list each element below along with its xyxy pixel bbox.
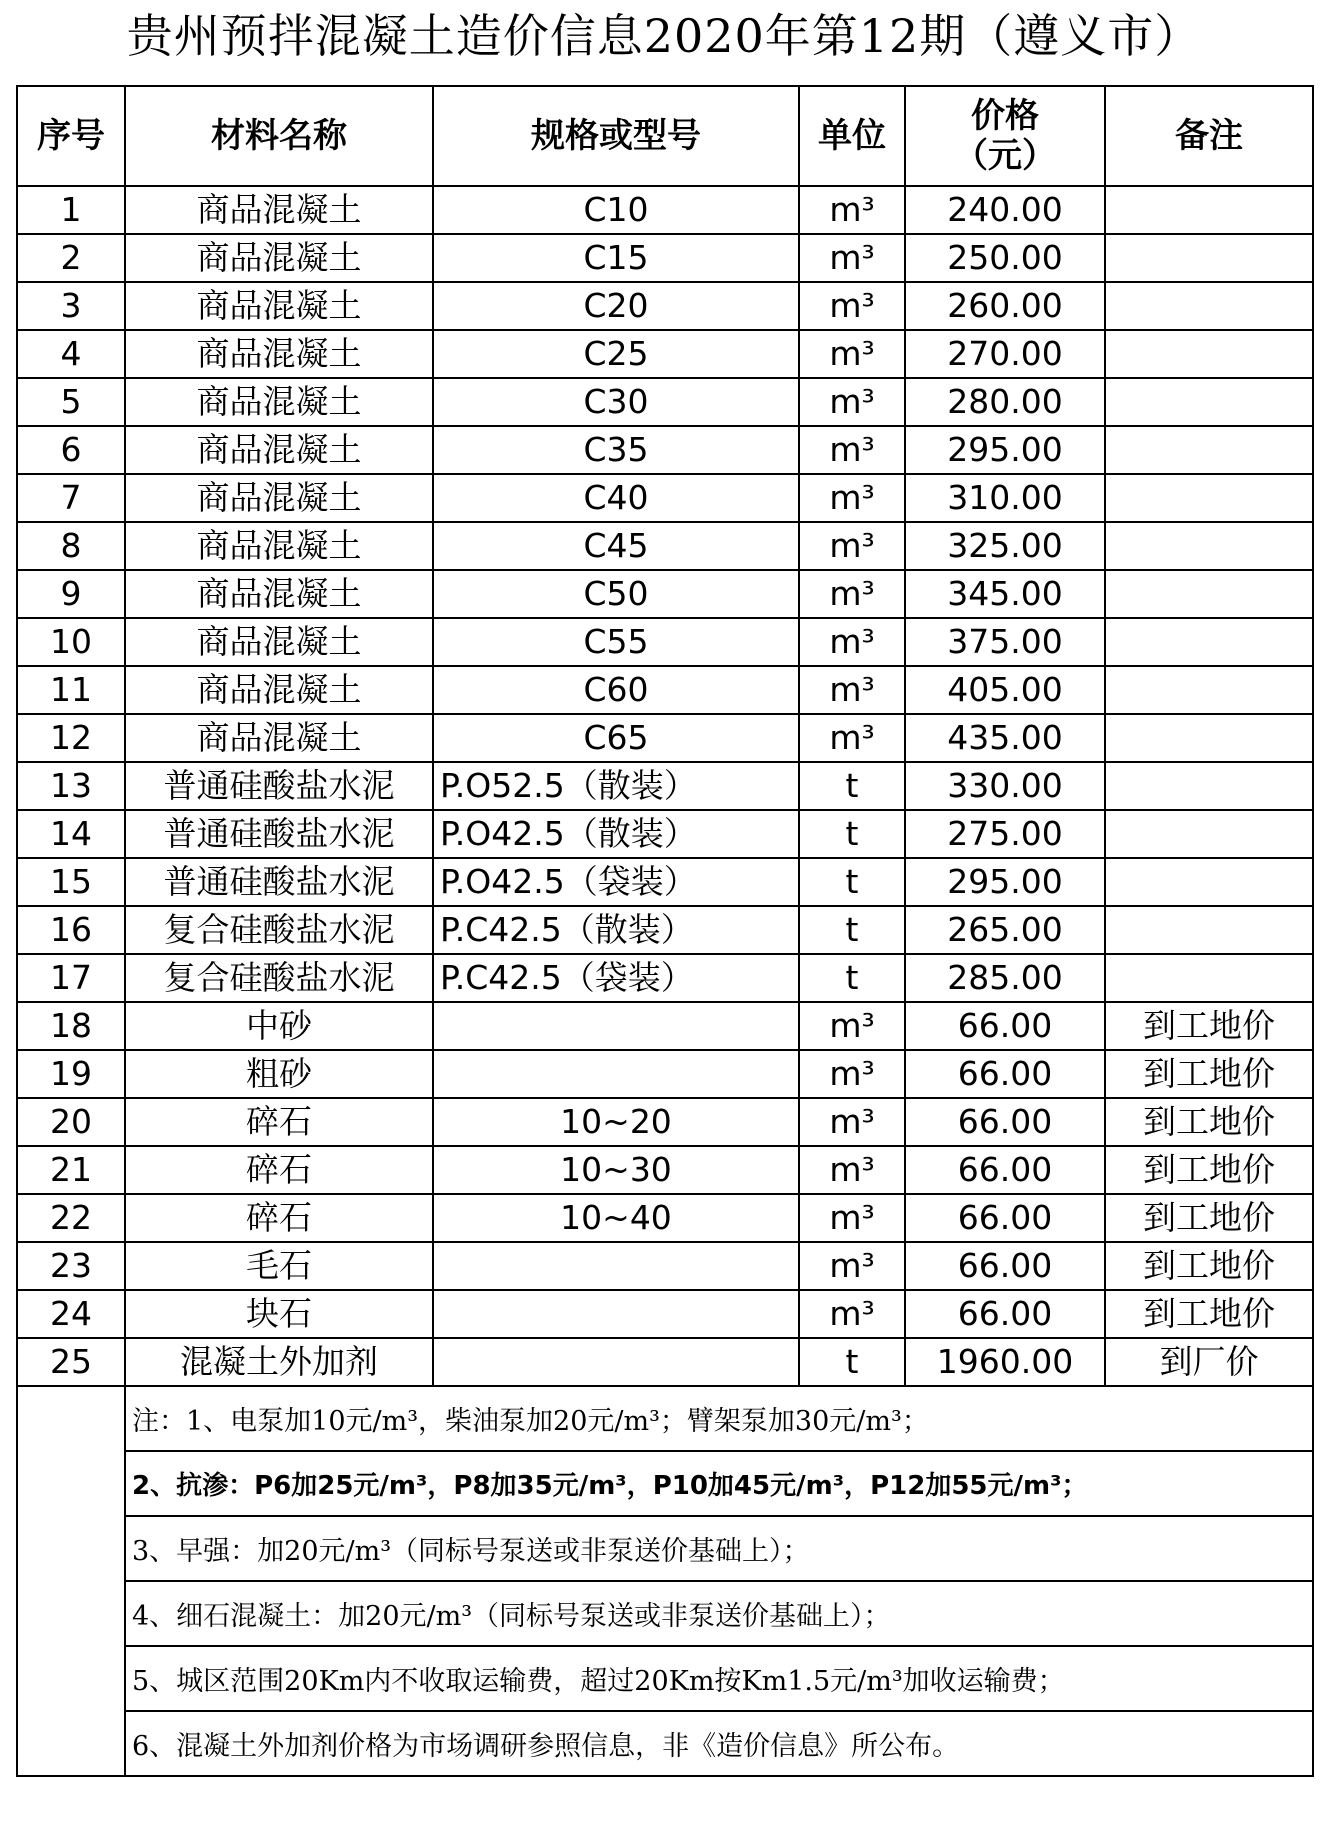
cell-price: 66.00 xyxy=(905,1050,1105,1098)
header-spec: 规格或型号 xyxy=(433,86,799,186)
cell-remark xyxy=(1105,330,1313,378)
cell-name: 商品混凝土 xyxy=(125,666,433,714)
cell-seq: 19 xyxy=(17,1050,125,1098)
header-price-line2: （元） xyxy=(954,136,1056,176)
header-price xyxy=(905,86,1105,186)
cell-remark xyxy=(1105,810,1313,858)
cell-seq: 2 xyxy=(17,234,125,282)
cell-unit: m³ xyxy=(799,426,905,474)
notes-section xyxy=(17,1386,1313,1776)
table-row xyxy=(17,378,1313,426)
cell-remark xyxy=(1105,522,1313,570)
cell-spec: C10 xyxy=(433,186,799,234)
cell-name: 块石 xyxy=(125,1290,433,1338)
cell-spec: C40 xyxy=(433,474,799,522)
price-table xyxy=(16,85,1314,1777)
note-text: 5、城区范围20Km内不收取运输费，超过20Km按Km1.5元/m³加收运输费； xyxy=(125,1646,1313,1711)
cell-unit: t xyxy=(799,858,905,906)
cell-unit: m³ xyxy=(799,186,905,234)
table-row xyxy=(17,1002,1313,1050)
cell-remark xyxy=(1105,906,1313,954)
table-row xyxy=(17,1050,1313,1098)
table-row xyxy=(17,954,1313,1002)
cell-seq: 20 xyxy=(17,1098,125,1146)
cell-spec: P.C42.5（散装） xyxy=(433,906,799,954)
page-title: 贵州预拌混凝土造价信息2020年第12期（遵义市） xyxy=(126,9,1202,63)
cell-price: 265.00 xyxy=(905,906,1105,954)
cell-seq: 25 xyxy=(17,1338,125,1386)
cell-price: 270.00 xyxy=(905,330,1105,378)
cell-name: 毛石 xyxy=(125,1242,433,1290)
table-row xyxy=(17,762,1313,810)
cell-name: 碎石 xyxy=(125,1194,433,1242)
note-row xyxy=(17,1516,1313,1581)
cell-seq: 1 xyxy=(17,186,125,234)
cell-seq: 9 xyxy=(17,570,125,618)
cell-seq: 23 xyxy=(17,1242,125,1290)
cell-spec: C35 xyxy=(433,426,799,474)
cell-unit: m³ xyxy=(799,474,905,522)
cell-remark xyxy=(1105,234,1313,282)
note-text: 2、抗渗：P6加25元/m³，P8加35元/m³，P10加45元/m³，P12加55元/m³； xyxy=(125,1451,1313,1516)
cell-seq: 10 xyxy=(17,618,125,666)
table-row xyxy=(17,186,1313,234)
cell-name: 商品混凝土 xyxy=(125,234,433,282)
cell-spec: P.O52.5（散装） xyxy=(433,762,799,810)
cell-price: 280.00 xyxy=(905,378,1105,426)
cell-unit: m³ xyxy=(799,378,905,426)
cell-seq: 5 xyxy=(17,378,125,426)
cell-remark: 到工地价 xyxy=(1105,1146,1313,1194)
table-row xyxy=(17,282,1313,330)
cell-name: 碎石 xyxy=(125,1146,433,1194)
table-row xyxy=(17,714,1313,762)
notes-blank-cell xyxy=(17,1386,125,1776)
cell-unit: m³ xyxy=(799,1002,905,1050)
cell-price: 1960.00 xyxy=(905,1338,1105,1386)
cell-unit: m³ xyxy=(799,1290,905,1338)
note-row xyxy=(17,1386,1313,1451)
cell-name: 商品混凝土 xyxy=(125,426,433,474)
note-row xyxy=(17,1451,1313,1516)
cell-name: 复合硅酸盐水泥 xyxy=(125,954,433,1002)
cell-remark: 到工地价 xyxy=(1105,1050,1313,1098)
cell-seq: 4 xyxy=(17,330,125,378)
cell-price: 66.00 xyxy=(905,1290,1105,1338)
cell-price: 375.00 xyxy=(905,618,1105,666)
cell-name: 商品混凝土 xyxy=(125,474,433,522)
table-row xyxy=(17,330,1313,378)
cell-remark xyxy=(1105,378,1313,426)
cell-unit: m³ xyxy=(799,522,905,570)
table-row xyxy=(17,570,1313,618)
table-row xyxy=(17,1338,1313,1386)
cell-name: 商品混凝土 xyxy=(125,714,433,762)
cell-unit: t xyxy=(799,762,905,810)
cell-spec xyxy=(433,1242,799,1290)
cell-unit: m³ xyxy=(799,618,905,666)
table-row xyxy=(17,858,1313,906)
cell-remark xyxy=(1105,858,1313,906)
note-text: 6、混凝土外加剂价格为市场调研参照信息，非《造价信息》所公布。 xyxy=(125,1711,1313,1776)
cell-spec: 10~20 xyxy=(433,1098,799,1146)
cell-unit: m³ xyxy=(799,1242,905,1290)
cell-price: 295.00 xyxy=(905,426,1105,474)
cell-spec: 10~30 xyxy=(433,1146,799,1194)
header-remark: 备注 xyxy=(1105,86,1313,186)
cell-remark xyxy=(1105,570,1313,618)
cell-price: 66.00 xyxy=(905,1146,1105,1194)
cell-spec: P.C42.5（袋装） xyxy=(433,954,799,1002)
cell-price: 66.00 xyxy=(905,1242,1105,1290)
cell-unit: t xyxy=(799,954,905,1002)
cell-name: 普通硅酸盐水泥 xyxy=(125,762,433,810)
header-seq: 序号 xyxy=(17,86,125,186)
cell-price: 330.00 xyxy=(905,762,1105,810)
cell-spec: C15 xyxy=(433,234,799,282)
cell-name: 中砂 xyxy=(125,1002,433,1050)
header-unit: 单位 xyxy=(799,86,905,186)
cell-unit: m³ xyxy=(799,282,905,330)
cell-name: 商品混凝土 xyxy=(125,522,433,570)
cell-unit: m³ xyxy=(799,714,905,762)
cell-remark: 到工地价 xyxy=(1105,1290,1313,1338)
cell-name: 商品混凝土 xyxy=(125,378,433,426)
cell-spec: C60 xyxy=(433,666,799,714)
cell-seq: 7 xyxy=(17,474,125,522)
table-row xyxy=(17,1290,1313,1338)
cell-seq: 12 xyxy=(17,714,125,762)
cell-price: 250.00 xyxy=(905,234,1105,282)
cell-unit: m³ xyxy=(799,330,905,378)
cell-spec: P.O42.5（散装） xyxy=(433,810,799,858)
cell-remark xyxy=(1105,954,1313,1002)
table-row xyxy=(17,810,1313,858)
cell-seq: 17 xyxy=(17,954,125,1002)
cell-unit: m³ xyxy=(799,570,905,618)
table-row xyxy=(17,1242,1313,1290)
cell-name: 商品混凝土 xyxy=(125,282,433,330)
note-text: 4、细石混凝土：加20元/m³（同标号泵送或非泵送价基础上）； xyxy=(125,1581,1313,1646)
note-text: 注：1、电泵加10元/m³，柴油泵加20元/m³；臂架泵加30元/m³； xyxy=(125,1386,1313,1451)
cell-remark xyxy=(1105,666,1313,714)
cell-price: 345.00 xyxy=(905,570,1105,618)
cell-seq: 22 xyxy=(17,1194,125,1242)
cell-name: 商品混凝土 xyxy=(125,618,433,666)
cell-unit: m³ xyxy=(799,234,905,282)
cell-spec xyxy=(433,1002,799,1050)
table-row xyxy=(17,522,1313,570)
cell-remark xyxy=(1105,618,1313,666)
cell-spec xyxy=(433,1290,799,1338)
cell-spec: C55 xyxy=(433,618,799,666)
header-name: 材料名称 xyxy=(125,86,433,186)
cell-seq: 16 xyxy=(17,906,125,954)
cell-seq: 6 xyxy=(17,426,125,474)
cell-price: 240.00 xyxy=(905,186,1105,234)
cell-seq: 8 xyxy=(17,522,125,570)
cell-remark xyxy=(1105,762,1313,810)
note-row xyxy=(17,1581,1313,1646)
cell-price: 66.00 xyxy=(905,1002,1105,1050)
cell-unit: m³ xyxy=(799,1146,905,1194)
cell-name: 复合硅酸盐水泥 xyxy=(125,906,433,954)
cell-remark: 到工地价 xyxy=(1105,1098,1313,1146)
cell-unit: m³ xyxy=(799,1050,905,1098)
table-row xyxy=(17,1098,1313,1146)
cell-spec xyxy=(433,1338,799,1386)
cell-price: 66.00 xyxy=(905,1098,1105,1146)
cell-unit: t xyxy=(799,1338,905,1386)
cell-price: 275.00 xyxy=(905,810,1105,858)
cell-unit: m³ xyxy=(799,666,905,714)
header-price-line1: 价格 xyxy=(971,96,1039,136)
note-row xyxy=(17,1646,1313,1711)
cell-remark: 到工地价 xyxy=(1105,1242,1313,1290)
cell-unit: t xyxy=(799,906,905,954)
table-header-row xyxy=(17,86,1313,186)
cell-name: 混凝土外加剂 xyxy=(125,1338,433,1386)
cell-unit: t xyxy=(799,810,905,858)
cell-remark xyxy=(1105,282,1313,330)
cell-unit: m³ xyxy=(799,1194,905,1242)
cell-remark xyxy=(1105,426,1313,474)
cell-price: 435.00 xyxy=(905,714,1105,762)
table-row xyxy=(17,906,1313,954)
table-row xyxy=(17,474,1313,522)
cell-seq: 21 xyxy=(17,1146,125,1194)
note-row xyxy=(17,1711,1313,1776)
cell-seq: 11 xyxy=(17,666,125,714)
cell-unit: m³ xyxy=(799,1098,905,1146)
cell-seq: 24 xyxy=(17,1290,125,1338)
cell-seq: 14 xyxy=(17,810,125,858)
cell-name: 普通硅酸盐水泥 xyxy=(125,858,433,906)
cell-spec: 10~40 xyxy=(433,1194,799,1242)
cell-price: 260.00 xyxy=(905,282,1105,330)
table-row xyxy=(17,666,1313,714)
cell-remark xyxy=(1105,186,1313,234)
cell-seq: 3 xyxy=(17,282,125,330)
table-row xyxy=(17,426,1313,474)
cell-price: 285.00 xyxy=(905,954,1105,1002)
table-row xyxy=(17,234,1313,282)
cell-remark xyxy=(1105,474,1313,522)
cell-name: 商品混凝土 xyxy=(125,330,433,378)
note-text: 3、早强：加20元/m³（同标号泵送或非泵送价基础上）； xyxy=(125,1516,1313,1581)
cell-spec: C25 xyxy=(433,330,799,378)
table-row xyxy=(17,618,1313,666)
cell-remark: 到厂价 xyxy=(1105,1338,1313,1386)
cell-seq: 15 xyxy=(17,858,125,906)
cell-price: 405.00 xyxy=(905,666,1105,714)
table-row xyxy=(17,1146,1313,1194)
cell-name: 普通硅酸盐水泥 xyxy=(125,810,433,858)
cell-spec: C20 xyxy=(433,282,799,330)
cell-name: 碎石 xyxy=(125,1098,433,1146)
cell-price: 310.00 xyxy=(905,474,1105,522)
cell-spec xyxy=(433,1050,799,1098)
cell-price: 66.00 xyxy=(905,1194,1105,1242)
cell-remark: 到工地价 xyxy=(1105,1002,1313,1050)
cell-name: 商品混凝土 xyxy=(125,186,433,234)
cell-spec: C45 xyxy=(433,522,799,570)
cell-spec: C65 xyxy=(433,714,799,762)
cell-remark: 到工地价 xyxy=(1105,1194,1313,1242)
cell-spec: C50 xyxy=(433,570,799,618)
cell-spec: P.O42.5（袋装） xyxy=(433,858,799,906)
table-row xyxy=(17,1194,1313,1242)
cell-seq: 18 xyxy=(17,1002,125,1050)
cell-remark xyxy=(1105,714,1313,762)
cell-spec: C30 xyxy=(433,378,799,426)
cell-price: 295.00 xyxy=(905,858,1105,906)
cell-seq: 13 xyxy=(17,762,125,810)
cell-name: 商品混凝土 xyxy=(125,570,433,618)
cell-price: 325.00 xyxy=(905,522,1105,570)
cell-name: 粗砂 xyxy=(125,1050,433,1098)
table-body xyxy=(17,186,1313,1386)
